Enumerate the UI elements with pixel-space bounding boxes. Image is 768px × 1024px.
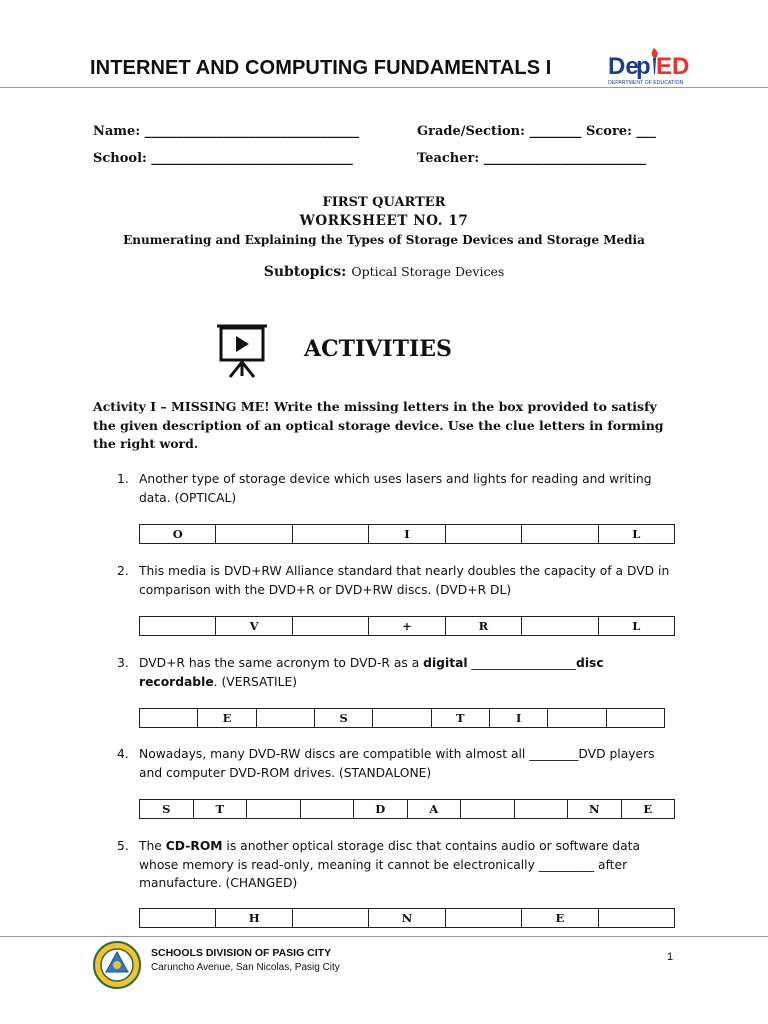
letter-box[interactable] xyxy=(445,909,521,928)
letter-box[interactable] xyxy=(140,709,198,728)
question-text: Nowadays, many DVD-RW discs are compatible with almost all ________DVD players and computer DVD-ROM drives. (STANDALONE) xyxy=(139,747,655,780)
letter-box[interactable] xyxy=(445,525,521,544)
letter-box[interactable] xyxy=(247,800,301,819)
answer-boxes-2 xyxy=(139,616,675,636)
answer-boxes-1 xyxy=(139,524,675,544)
letter-box[interactable]: E xyxy=(621,800,675,819)
letter-box[interactable] xyxy=(292,525,368,544)
svg-text:ED: ED xyxy=(656,53,690,80)
division-seal-icon xyxy=(92,940,142,990)
letter-box[interactable]: I xyxy=(369,525,445,544)
name-field[interactable]: Name: _________________________________ xyxy=(93,124,360,139)
letter-box[interactable]: O xyxy=(140,525,216,544)
teacher-field[interactable]: Teacher: _________________________ xyxy=(417,151,647,166)
answer-boxes-3 xyxy=(139,708,665,728)
question-4 xyxy=(117,745,677,782)
worksheet-number: WORKSHEET NO. 17 xyxy=(299,213,469,229)
letter-box[interactable]: R xyxy=(445,617,521,636)
letter-box[interactable] xyxy=(606,709,664,728)
letter-box[interactable] xyxy=(300,800,354,819)
question-2 xyxy=(117,562,677,599)
question-number: 2. xyxy=(117,564,129,578)
letter-box[interactable] xyxy=(292,909,368,928)
letter-box[interactable] xyxy=(514,800,568,819)
letter-box[interactable]: A xyxy=(407,800,461,819)
subtopics-line xyxy=(0,261,768,280)
letter-box[interactable] xyxy=(522,525,598,544)
activity-instruction: Activity I – MISSING ME! Write the missing letters in the box provided to satisfy the given description of an optical storage device. Use the clue letters in forming the right word. xyxy=(93,399,664,451)
letter-box[interactable]: N xyxy=(369,909,445,928)
letter-box[interactable]: L xyxy=(598,617,674,636)
letter-box[interactable] xyxy=(256,709,314,728)
letter-box[interactable]: E xyxy=(522,909,598,928)
question-number: 1. xyxy=(117,472,129,486)
question-number: 4. xyxy=(117,747,129,761)
header-divider xyxy=(0,87,768,88)
question-text: The CD-ROM is another optical storage disc that contains audio or software data whose memory is read-only, meaning it cannot be electronically _________ after manufacture. (CHANGED) xyxy=(139,839,640,890)
school-address: Caruncho Avenue, San Nicolas, Pasig City xyxy=(151,962,340,973)
letter-box[interactable]: N xyxy=(568,800,622,819)
letter-box[interactable]: L xyxy=(598,525,674,544)
question-text: This media is DVD+RW Alliance standard that nearly doubles the capacity of a DVD in comparison with the DVD+R or DVD+RW discs. (DVD+R DL) xyxy=(139,564,670,597)
letter-box[interactable] xyxy=(522,617,598,636)
subtopics-value: Optical Storage Devices xyxy=(351,264,505,279)
letter-box[interactable] xyxy=(548,709,606,728)
letter-box[interactable]: T xyxy=(193,800,247,819)
letter-box[interactable] xyxy=(140,909,216,928)
letter-box[interactable]: E xyxy=(198,709,256,728)
answer-boxes-5 xyxy=(139,908,675,928)
letter-box[interactable] xyxy=(216,525,292,544)
letter-box[interactable] xyxy=(461,800,515,819)
question-text: DVD+R has the same acronym to DVD-R as a digital _________________disc recordable. (VERSATILE) xyxy=(139,656,604,689)
letter-box[interactable]: S xyxy=(314,709,372,728)
school-division-name: SCHOOLS DIVISION OF PASIG CITY xyxy=(151,947,332,959)
letter-box[interactable]: S xyxy=(140,800,194,819)
letter-box[interactable]: T xyxy=(431,709,489,728)
question-number: 3. xyxy=(117,656,129,670)
question-3 xyxy=(117,654,677,691)
letter-box[interactable] xyxy=(140,617,216,636)
grade-score-field[interactable]: Grade/Section: ________ Score: ___ xyxy=(417,124,656,139)
activities-title: ACTIVITIES xyxy=(304,336,452,362)
letter-box[interactable]: + xyxy=(369,617,445,636)
svg-text:DEPARTMENT OF EDUCATION: DEPARTMENT OF EDUCATION xyxy=(608,80,684,86)
answer-boxes-4 xyxy=(139,799,675,819)
document-title: INTERNET AND COMPUTING FUNDAMENTALS I xyxy=(90,57,552,79)
svg-text:De: De xyxy=(608,53,639,80)
presentation-board-icon xyxy=(214,322,270,378)
letter-box[interactable]: I xyxy=(489,709,547,728)
quarter-heading: FIRST QUARTER xyxy=(322,195,446,210)
question-number: 5. xyxy=(117,839,129,853)
worksheet-topic: Enumerating and Explaining the Types of Storage Devices and Storage Media xyxy=(123,233,645,247)
letter-box[interactable]: H xyxy=(216,909,292,928)
letter-box[interactable]: V xyxy=(216,617,292,636)
question-1 xyxy=(117,470,677,507)
school-field[interactable]: School: _______________________________ xyxy=(93,151,353,166)
letter-box[interactable] xyxy=(598,909,674,928)
footer-divider xyxy=(0,936,768,937)
question-5 xyxy=(117,837,677,893)
page-number: 1 xyxy=(667,951,674,963)
letter-box[interactable]: D xyxy=(354,800,408,819)
subtopics-label: Subtopics: xyxy=(263,264,347,280)
question-text: Another type of storage device which uses lasers and lights for reading and writing data. (OPTICAL) xyxy=(139,472,652,505)
letter-box[interactable] xyxy=(292,617,368,636)
letter-box[interactable] xyxy=(373,709,431,728)
deped-logo xyxy=(606,44,698,90)
svg-text:p: p xyxy=(636,53,651,80)
